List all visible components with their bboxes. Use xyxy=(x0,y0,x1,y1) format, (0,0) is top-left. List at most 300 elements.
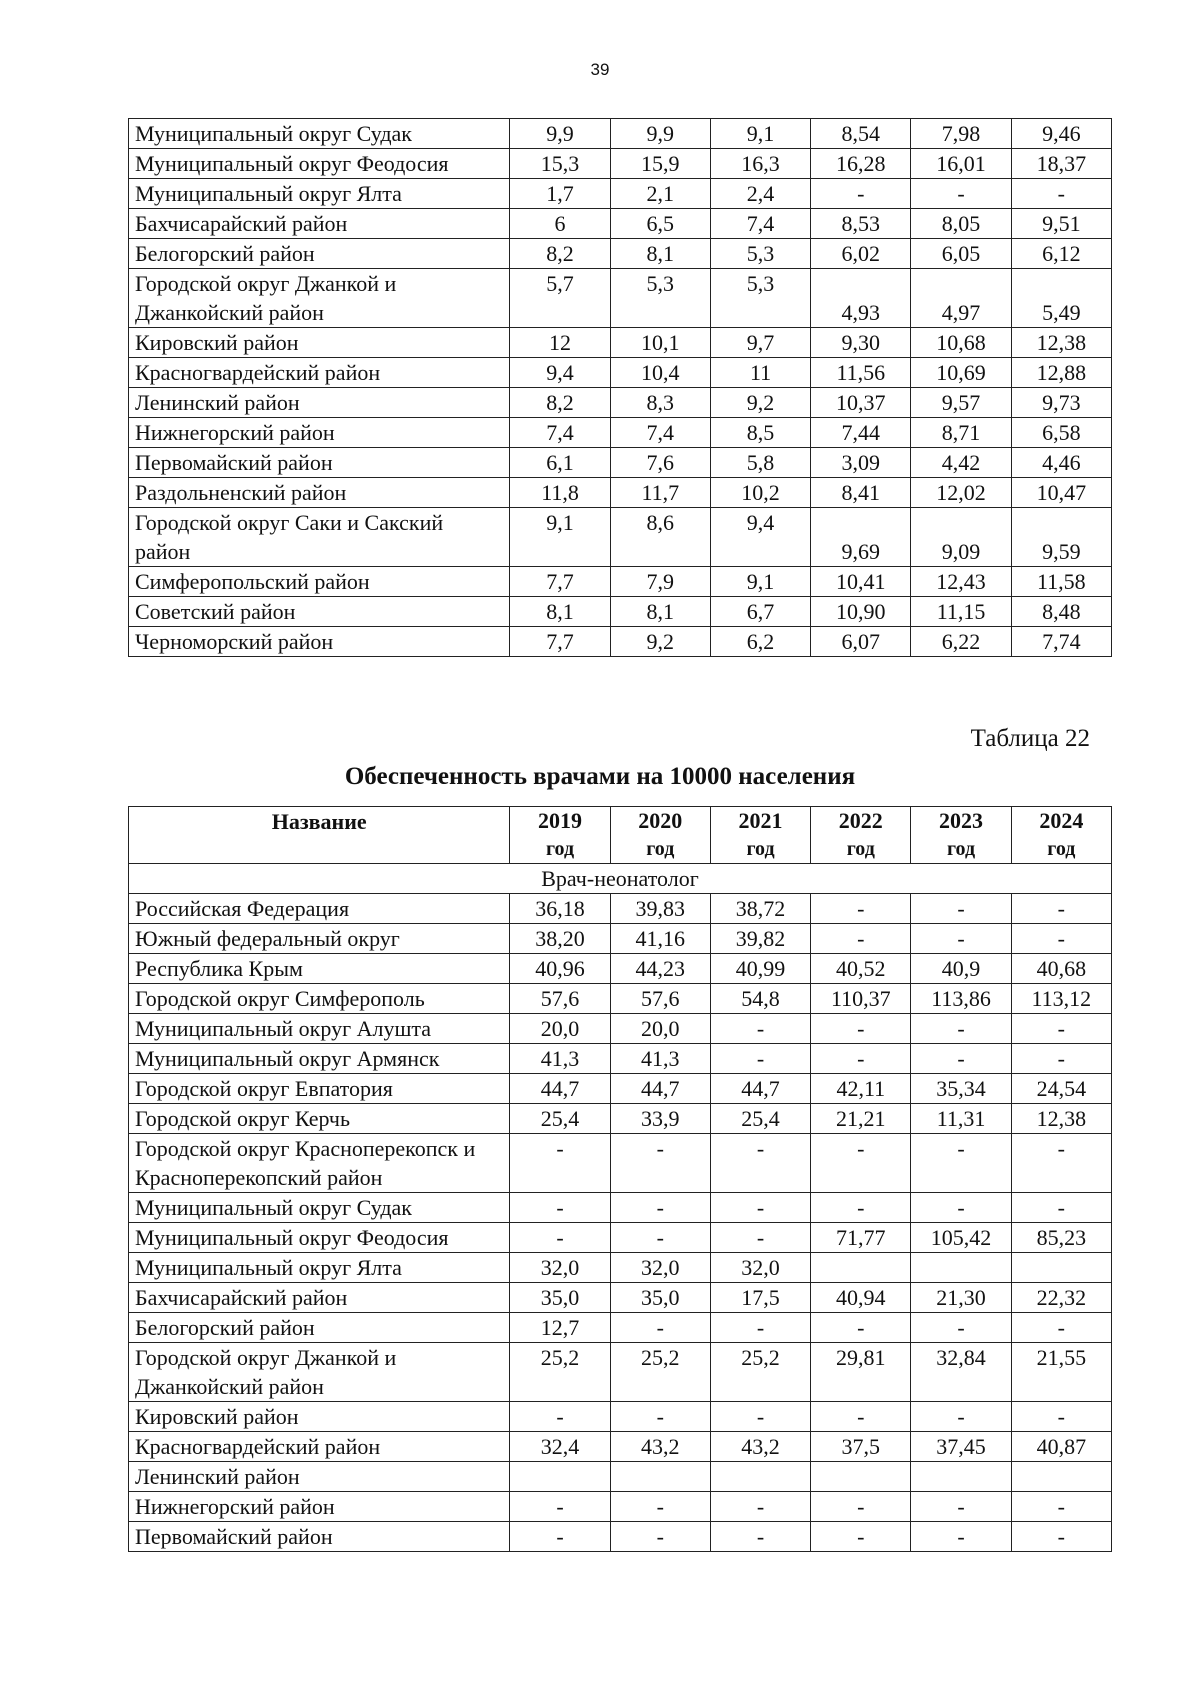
row-name: Муниципальный округ Феодосия xyxy=(129,149,510,179)
table-row xyxy=(129,388,1112,418)
value-cell: - xyxy=(510,1193,610,1223)
value-cell: 8,2 xyxy=(510,388,610,418)
value-cell: 29,81 xyxy=(811,1343,911,1402)
value-cell: - xyxy=(1011,924,1111,954)
value-cell: 9,9 xyxy=(510,119,610,149)
value-cell: 44,7 xyxy=(710,1074,810,1104)
value-cell: - xyxy=(1011,179,1111,209)
row-name: Советский район xyxy=(129,597,510,627)
value-cell: 7,44 xyxy=(811,418,911,448)
value-cell: - xyxy=(911,1134,1011,1193)
value-cell: - xyxy=(1011,1193,1111,1223)
value-cell: 39,82 xyxy=(710,924,810,954)
value-cell xyxy=(911,1462,1011,1492)
value-cell: 43,2 xyxy=(610,1432,710,1462)
table-caption: Таблица 22 xyxy=(970,725,1090,752)
value-cell: 8,1 xyxy=(610,597,710,627)
value-cell: - xyxy=(811,1492,911,1522)
value-cell: 8,71 xyxy=(911,418,1011,448)
value-cell: - xyxy=(510,1522,610,1552)
value-cell: - xyxy=(911,1313,1011,1343)
value-cell: - xyxy=(911,924,1011,954)
value-cell: 32,84 xyxy=(911,1343,1011,1402)
value-cell: 6,5 xyxy=(610,209,710,239)
table-row xyxy=(129,1462,1112,1492)
value-cell: 40,52 xyxy=(811,954,911,984)
value-cell xyxy=(911,1253,1011,1283)
table-row xyxy=(129,894,1112,924)
value-cell: 36,18 xyxy=(510,894,610,924)
row-name: Муниципальный округ Армянск xyxy=(129,1044,510,1074)
value-cell: 9,30 xyxy=(811,328,911,358)
value-cell: 40,96 xyxy=(510,954,610,984)
header-row xyxy=(129,807,1112,864)
section-label: Врач-неонатолог xyxy=(129,864,1112,894)
value-cell: - xyxy=(510,1223,610,1253)
row-name: Муниципальный округ Ялта xyxy=(129,179,510,209)
value-cell: - xyxy=(1011,1402,1111,1432)
value-cell: 37,5 xyxy=(811,1432,911,1462)
value-cell: 7,4 xyxy=(510,418,610,448)
value-cell: 12,88 xyxy=(1011,358,1111,388)
value-cell: - xyxy=(710,1492,810,1522)
value-cell: 10,69 xyxy=(911,358,1011,388)
value-cell: 9,2 xyxy=(610,627,710,657)
value-cell: - xyxy=(1011,1134,1111,1193)
value-cell: 25,2 xyxy=(510,1343,610,1402)
value-cell: 10,4 xyxy=(610,358,710,388)
table-row xyxy=(129,1134,1112,1193)
table-row xyxy=(129,328,1112,358)
value-cell: 39,83 xyxy=(610,894,710,924)
value-cell: - xyxy=(610,1134,710,1193)
page-number: 39 xyxy=(590,60,610,79)
value-cell xyxy=(1011,1253,1111,1283)
value-cell: 2,4 xyxy=(710,179,810,209)
value-cell: 15,9 xyxy=(610,149,710,179)
value-cell: 41,16 xyxy=(610,924,710,954)
value-cell: 32,0 xyxy=(510,1253,610,1283)
value-cell: 6 xyxy=(510,209,610,239)
value-cell: - xyxy=(710,1193,810,1223)
value-cell: - xyxy=(610,1313,710,1343)
value-cell: 2,1 xyxy=(610,179,710,209)
value-cell: 9,4 xyxy=(510,358,610,388)
value-cell: 11 xyxy=(710,358,810,388)
value-cell: 12 xyxy=(510,328,610,358)
value-cell: - xyxy=(610,1402,710,1432)
value-cell: 1,7 xyxy=(510,179,610,209)
value-cell: 32,0 xyxy=(710,1253,810,1283)
value-cell: - xyxy=(911,1193,1011,1223)
value-cell: 9,2 xyxy=(710,388,810,418)
row-name: Муниципальный округ Ялта xyxy=(129,1253,510,1283)
section-row xyxy=(129,864,1112,894)
value-cell: 35,0 xyxy=(610,1283,710,1313)
table-row xyxy=(129,1223,1112,1253)
value-cell: 40,87 xyxy=(1011,1432,1111,1462)
value-cell: 32,0 xyxy=(610,1253,710,1283)
value-cell: - xyxy=(911,179,1011,209)
value-cell: - xyxy=(911,1014,1011,1044)
value-cell: 9,4 xyxy=(710,508,810,567)
value-cell: 8,1 xyxy=(610,239,710,269)
value-cell: 25,4 xyxy=(710,1104,810,1134)
table-row xyxy=(129,1044,1112,1074)
value-cell: 33,9 xyxy=(610,1104,710,1134)
value-cell: 16,01 xyxy=(911,149,1011,179)
header-year: 2020 год xyxy=(610,807,710,864)
value-cell: 7,7 xyxy=(510,627,610,657)
value-cell: 8,41 xyxy=(811,478,911,508)
row-name: Ленинский район xyxy=(129,1462,510,1492)
value-cell: - xyxy=(1011,1313,1111,1343)
value-cell: 8,53 xyxy=(811,209,911,239)
value-cell: 12,38 xyxy=(1011,1104,1111,1134)
value-cell: - xyxy=(610,1492,710,1522)
value-cell: 3,09 xyxy=(811,448,911,478)
value-cell: 6,02 xyxy=(811,239,911,269)
value-cell: 7,7 xyxy=(510,567,610,597)
value-cell: 6,58 xyxy=(1011,418,1111,448)
value-cell: 11,7 xyxy=(610,478,710,508)
table-row xyxy=(129,119,1112,149)
row-name: Муниципальный округ Судак xyxy=(129,1193,510,1223)
row-name: Южный федеральный округ xyxy=(129,924,510,954)
value-cell: 10,1 xyxy=(610,328,710,358)
header-year: 2021 год xyxy=(710,807,810,864)
table-row xyxy=(129,1313,1112,1343)
value-cell: 11,58 xyxy=(1011,567,1111,597)
value-cell: 7,74 xyxy=(1011,627,1111,657)
value-cell: 9,1 xyxy=(510,508,610,567)
value-cell: 21,21 xyxy=(811,1104,911,1134)
value-cell: 113,86 xyxy=(911,984,1011,1014)
value-cell: 54,8 xyxy=(710,984,810,1014)
value-cell: 12,38 xyxy=(1011,328,1111,358)
row-name: Красногвардейский район xyxy=(129,358,510,388)
value-cell: 35,0 xyxy=(510,1283,610,1313)
value-cell: 43,2 xyxy=(710,1432,810,1462)
row-name: Ленинский район xyxy=(129,388,510,418)
value-cell: 7,4 xyxy=(610,418,710,448)
value-cell: 37,45 xyxy=(911,1432,1011,1462)
value-cell: - xyxy=(811,1522,911,1552)
value-cell: 25,2 xyxy=(710,1343,810,1402)
value-cell: 44,23 xyxy=(610,954,710,984)
value-cell: 24,54 xyxy=(1011,1074,1111,1104)
value-cell: 8,48 xyxy=(1011,597,1111,627)
row-name: Городской округ Джанкой и Джанкойский район xyxy=(129,269,510,328)
value-cell: 6,2 xyxy=(710,627,810,657)
value-cell: 11,56 xyxy=(811,358,911,388)
table-row xyxy=(129,1014,1112,1044)
value-cell: 4,46 xyxy=(1011,448,1111,478)
value-cell: 6,7 xyxy=(710,597,810,627)
value-cell: - xyxy=(1011,1492,1111,1522)
value-cell: 20,0 xyxy=(610,1014,710,1044)
value-cell: 113,12 xyxy=(1011,984,1111,1014)
value-cell: 12,7 xyxy=(510,1313,610,1343)
value-cell: 10,68 xyxy=(911,328,1011,358)
row-name: Бахчисарайский район xyxy=(129,209,510,239)
table-row xyxy=(129,1432,1112,1462)
value-cell: - xyxy=(811,1014,911,1044)
value-cell: - xyxy=(811,894,911,924)
value-cell: - xyxy=(710,1313,810,1343)
table-row xyxy=(129,179,1112,209)
table-row xyxy=(129,627,1112,657)
value-cell: 9,51 xyxy=(1011,209,1111,239)
header-year: 2023 год xyxy=(911,807,1011,864)
value-cell: - xyxy=(710,1044,810,1074)
value-cell: 6,05 xyxy=(911,239,1011,269)
value-cell: 21,55 xyxy=(1011,1343,1111,1402)
row-name: Бахчисарайский район xyxy=(129,1283,510,1313)
value-cell: - xyxy=(811,924,911,954)
row-name: Российская Федерация xyxy=(129,894,510,924)
value-cell: 9,9 xyxy=(610,119,710,149)
value-cell xyxy=(811,1253,911,1283)
row-name: Первомайский район xyxy=(129,1522,510,1552)
value-cell: 105,42 xyxy=(911,1223,1011,1253)
value-cell: 6,12 xyxy=(1011,239,1111,269)
value-cell: 40,99 xyxy=(710,954,810,984)
value-cell: - xyxy=(710,1223,810,1253)
table-row xyxy=(129,984,1112,1014)
table-row xyxy=(129,418,1112,448)
table-row xyxy=(129,1253,1112,1283)
value-cell: 10,37 xyxy=(811,388,911,418)
value-cell: 8,1 xyxy=(510,597,610,627)
value-cell: 8,5 xyxy=(710,418,810,448)
row-name: Кировский район xyxy=(129,1402,510,1432)
value-cell: - xyxy=(610,1223,710,1253)
table-row xyxy=(129,508,1112,567)
value-cell: 18,37 xyxy=(1011,149,1111,179)
row-name: Муниципальный округ Феодосия xyxy=(129,1223,510,1253)
table-row xyxy=(129,1402,1112,1432)
value-cell: 42,11 xyxy=(811,1074,911,1104)
value-cell: 9,46 xyxy=(1011,119,1111,149)
value-cell: 15,3 xyxy=(510,149,610,179)
value-cell: 71,77 xyxy=(811,1223,911,1253)
value-cell: 16,3 xyxy=(710,149,810,179)
value-cell: 21,30 xyxy=(911,1283,1011,1313)
value-cell: - xyxy=(811,1193,911,1223)
table-row xyxy=(129,269,1112,328)
value-cell: - xyxy=(911,1044,1011,1074)
value-cell: 9,1 xyxy=(710,567,810,597)
value-cell: 5,7 xyxy=(510,269,610,328)
value-cell: - xyxy=(911,1492,1011,1522)
table-row xyxy=(129,358,1112,388)
value-cell: 7,4 xyxy=(710,209,810,239)
value-cell: - xyxy=(710,1134,810,1193)
value-cell: 20,0 xyxy=(510,1014,610,1044)
table-row xyxy=(129,1104,1112,1134)
value-cell xyxy=(811,1462,911,1492)
table-row xyxy=(129,954,1112,984)
value-cell: 44,7 xyxy=(610,1074,710,1104)
value-cell: 12,43 xyxy=(911,567,1011,597)
value-cell: - xyxy=(911,1402,1011,1432)
value-cell: 10,90 xyxy=(811,597,911,627)
table-row xyxy=(129,567,1112,597)
row-name: Республика Крым xyxy=(129,954,510,984)
value-cell: 16,28 xyxy=(811,149,911,179)
value-cell: 9,7 xyxy=(710,328,810,358)
value-cell: 57,6 xyxy=(510,984,610,1014)
row-name: Нижнегорский район xyxy=(129,418,510,448)
row-name: Городской округ Евпатория xyxy=(129,1074,510,1104)
value-cell: 7,9 xyxy=(610,567,710,597)
value-cell: 40,94 xyxy=(811,1283,911,1313)
value-cell: - xyxy=(811,1134,911,1193)
value-cell: 8,54 xyxy=(811,119,911,149)
value-cell: - xyxy=(911,894,1011,924)
table-row xyxy=(129,239,1112,269)
value-cell: - xyxy=(811,179,911,209)
value-cell: 5,49 xyxy=(1011,269,1111,328)
value-cell: - xyxy=(1011,1522,1111,1552)
value-cell: 11,15 xyxy=(911,597,1011,627)
value-cell: 4,93 xyxy=(811,269,911,328)
value-cell: 85,23 xyxy=(1011,1223,1111,1253)
value-cell: 12,02 xyxy=(911,478,1011,508)
value-cell: 5,8 xyxy=(710,448,810,478)
value-cell: 41,3 xyxy=(610,1044,710,1074)
row-name: Белогорский район xyxy=(129,239,510,269)
value-cell: - xyxy=(510,1492,610,1522)
table-row xyxy=(129,1193,1112,1223)
value-cell: - xyxy=(710,1522,810,1552)
value-cell: 10,2 xyxy=(710,478,810,508)
value-cell: 9,1 xyxy=(710,119,810,149)
row-name: Кировский район xyxy=(129,328,510,358)
value-cell: 8,3 xyxy=(610,388,710,418)
header-year: 2022 год xyxy=(811,807,911,864)
value-cell: 11,8 xyxy=(510,478,610,508)
value-cell: 25,2 xyxy=(610,1343,710,1402)
value-cell: 5,3 xyxy=(710,269,810,328)
table-row xyxy=(129,1074,1112,1104)
row-name: Красногвардейский район xyxy=(129,1432,510,1462)
row-name: Симферопольский район xyxy=(129,567,510,597)
value-cell: 7,98 xyxy=(911,119,1011,149)
table-row xyxy=(129,1343,1112,1402)
table-title: Обеспеченность врачами на 10000 населения xyxy=(344,763,856,790)
table-row xyxy=(129,209,1112,239)
continued-table xyxy=(128,118,1112,657)
value-cell: 6,22 xyxy=(911,627,1011,657)
value-cell: 9,73 xyxy=(1011,388,1111,418)
value-cell: 25,4 xyxy=(510,1104,610,1134)
row-name: Городской округ Джанкой и Джанкойский район xyxy=(129,1343,510,1402)
value-cell: 35,34 xyxy=(911,1074,1011,1104)
value-cell: 44,7 xyxy=(510,1074,610,1104)
value-cell: - xyxy=(811,1044,911,1074)
value-cell: - xyxy=(1011,1044,1111,1074)
value-cell: 5,3 xyxy=(710,239,810,269)
value-cell: - xyxy=(1011,1014,1111,1044)
value-cell: 4,42 xyxy=(911,448,1011,478)
value-cell: - xyxy=(911,1522,1011,1552)
table-row xyxy=(129,1492,1112,1522)
value-cell: - xyxy=(510,1134,610,1193)
table-row xyxy=(129,149,1112,179)
value-cell: 9,09 xyxy=(911,508,1011,567)
table-22 xyxy=(128,806,1112,1552)
row-name: Черноморский район xyxy=(129,627,510,657)
value-cell xyxy=(610,1462,710,1492)
value-cell: - xyxy=(610,1522,710,1552)
value-cell: 22,32 xyxy=(1011,1283,1111,1313)
value-cell: 38,20 xyxy=(510,924,610,954)
row-name: Раздольненский район xyxy=(129,478,510,508)
value-cell: 17,5 xyxy=(710,1283,810,1313)
table-row xyxy=(129,478,1112,508)
value-cell: 11,31 xyxy=(911,1104,1011,1134)
row-name: Первомайский район xyxy=(129,448,510,478)
value-cell: - xyxy=(710,1014,810,1044)
value-cell: - xyxy=(811,1402,911,1432)
row-name: Муниципальный округ Алушта xyxy=(129,1014,510,1044)
row-name: Городской округ Керчь xyxy=(129,1104,510,1134)
table-row xyxy=(129,924,1112,954)
row-name: Городской округ Симферополь xyxy=(129,984,510,1014)
value-cell: 38,72 xyxy=(710,894,810,924)
value-cell: - xyxy=(1011,894,1111,924)
value-cell: 40,68 xyxy=(1011,954,1111,984)
value-cell: - xyxy=(811,1313,911,1343)
value-cell: - xyxy=(510,1402,610,1432)
row-name: Белогорский район xyxy=(129,1313,510,1343)
value-cell xyxy=(1011,1462,1111,1492)
table-row xyxy=(129,1283,1112,1313)
row-name: Нижнегорский район xyxy=(129,1492,510,1522)
value-cell: 10,41 xyxy=(811,567,911,597)
value-cell: 5,3 xyxy=(610,269,710,328)
value-cell xyxy=(710,1462,810,1492)
value-cell: - xyxy=(610,1193,710,1223)
value-cell: 41,3 xyxy=(510,1044,610,1074)
table-row xyxy=(129,1522,1112,1552)
value-cell: 4,97 xyxy=(911,269,1011,328)
row-name: Городской округ Красноперекопск и Красноперекопский район xyxy=(129,1134,510,1193)
value-cell: 9,69 xyxy=(811,508,911,567)
value-cell: 9,57 xyxy=(911,388,1011,418)
value-cell: 40,9 xyxy=(911,954,1011,984)
value-cell: 10,47 xyxy=(1011,478,1111,508)
value-cell: 9,59 xyxy=(1011,508,1111,567)
value-cell: 6,07 xyxy=(811,627,911,657)
value-cell: 32,4 xyxy=(510,1432,610,1462)
value-cell xyxy=(510,1462,610,1492)
value-cell: 7,6 xyxy=(610,448,710,478)
table-row xyxy=(129,448,1112,478)
row-name: Городской округ Саки и Сакский район xyxy=(129,508,510,567)
row-name: Муниципальный округ Судак xyxy=(129,119,510,149)
table-row xyxy=(129,597,1112,627)
value-cell: 8,6 xyxy=(610,508,710,567)
header-year: 2024 год xyxy=(1011,807,1111,864)
header-year: 2019 год xyxy=(510,807,610,864)
value-cell: - xyxy=(710,1402,810,1432)
value-cell: 6,1 xyxy=(510,448,610,478)
header-name: Название xyxy=(129,807,510,864)
value-cell: 57,6 xyxy=(610,984,710,1014)
